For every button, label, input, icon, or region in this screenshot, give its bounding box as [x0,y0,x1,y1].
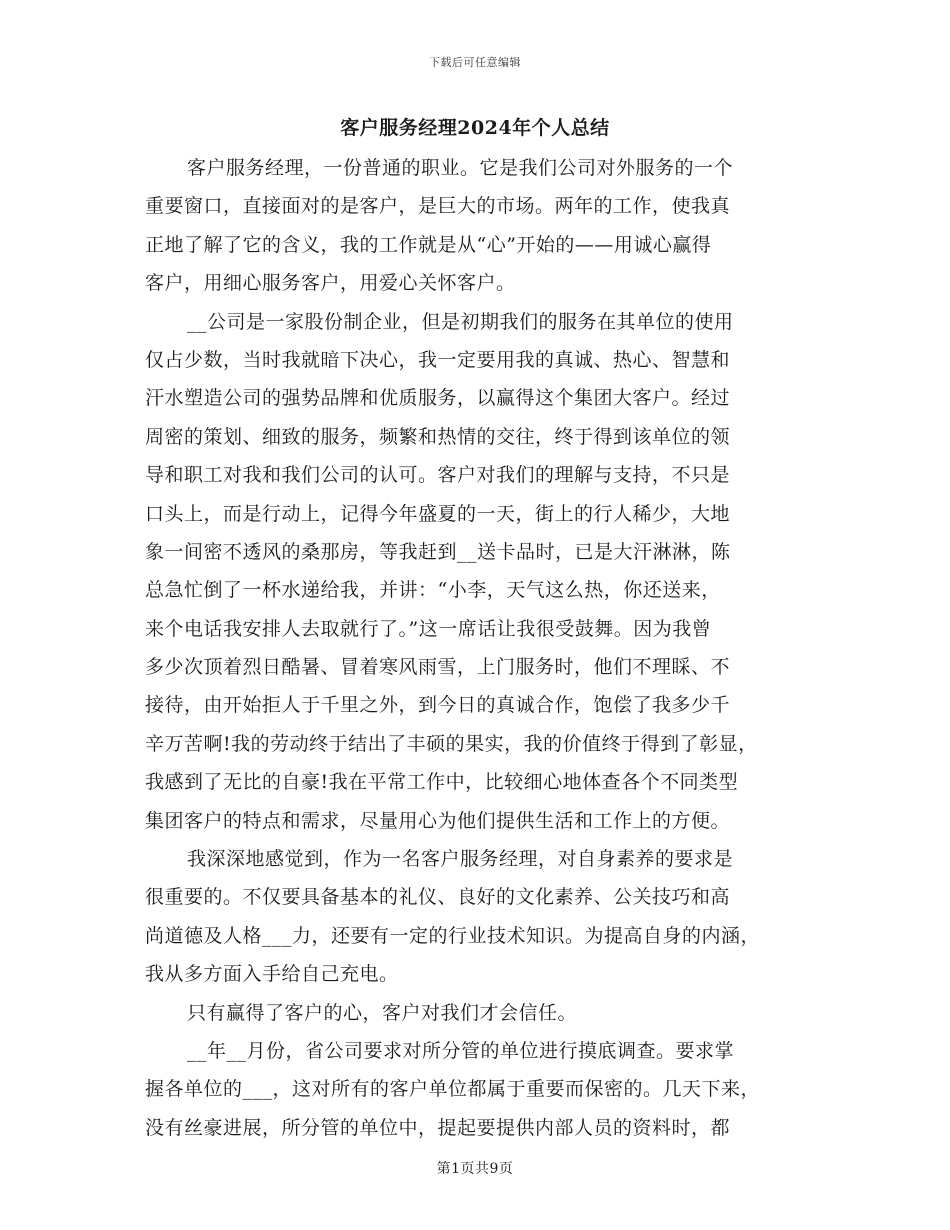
text-line: 正地了解了它的含义，我的工作就是从“心”开始的——用诚心赢得 [145,233,712,256]
text-line: __年__月份，省公司要求对所分管的单位进行摸底调查。要求掌 [187,1039,735,1062]
text-line: 口头上，而是行动上，记得今年盛夏的一天，街上的行人稀少，大地 [145,502,731,525]
text-line: 尚道德及人格___力，还要有一定的行业技术知识。为提高自身的内涵， [145,924,761,947]
text-line: 象一间密不透风的桑那房，等我赶到__送卡品时，已是大汗淋淋，陈 [145,540,731,563]
text-line: __公司是一家股份制企业，但是初期我们的服务在其单位的使用 [187,310,734,333]
text-line: 客户服务经理，一份普通的职业。它是我们公司对外服务的一个 [187,157,734,179]
text-line: 总急忙倒了一杯水递给我，并讲：“小李，天气这么热，你还送来， [145,579,721,602]
text-line: 没有丝豪进展，所分管的单位中，提起要提供内部人员的资料时，都 [145,1116,731,1139]
text-line: 周密的策划、细致的服务，频繁和热情的交往，终于得到该单位的领 [145,425,731,448]
text-line: 集团客户的特点和需求，尽量用心为他们提供生活和工作上的方便。 [145,809,731,832]
text-line: 很重要的。不仅要具备基本的礼仪、良好的文化素养、公关技巧和高 [145,886,731,909]
text-line: 汗水塑造公司的强势品牌和优质服务，以赢得这个集团大客户。经过 [145,387,731,410]
text-line: 来个电话我安排人去取就行了。”这一席话让我很受鼓舞。因为我曾 [145,617,712,640]
text-line: 接待，由开始拒人于千里之外，到今日的真诚合作，饱偿了我多少千 [145,694,731,717]
text-line: 握各单位的___，这对所有的客户单位都属于重要而保密的。几天下来， [145,1078,761,1101]
text-line: 客户，用细心服务客户，用爱心关怀客户。 [145,272,516,295]
text-line: 我从多方面入手给自己充电。 [145,963,399,986]
text-line: 辛万苦啊!我的劳动终于结出了丰硕的果实，我的价值终于得到了彰显， [145,732,758,755]
text-line: 我感到了无比的自豪!我在平常工作中，比较细心地体查各个不同类型 [145,771,739,794]
text-line: 只有赢得了客户的心，客户对我们才会信任。 [187,1001,578,1024]
text-line: 重要窗口，直接面对的是客户，是巨大的市场。两年的工作，使我真 [145,195,731,218]
text-line: 导和职工对我和我们公司的认可。客户对我们的理解与支持，不只是 [145,464,731,487]
document-body [145,149,797,1147]
text-line: 我深深地感觉到，作为一名客户服务经理，对自身素养的要求是 [187,848,734,871]
text-line: 仅占少数，当时我就暗下决心，我一定要用我的真诚、热心、智慧和 [145,348,731,371]
page-footer: 第1页共9页 [436,1161,514,1177]
page-header: 下载后可任意编辑 [429,56,521,69]
document-title: 客户服务经理2024年个人总结 [340,117,610,139]
text-line: 多少次顶着烈日酷暑、冒着寒风雨雪，上门服务时，他们不理睬、不 [145,656,731,679]
